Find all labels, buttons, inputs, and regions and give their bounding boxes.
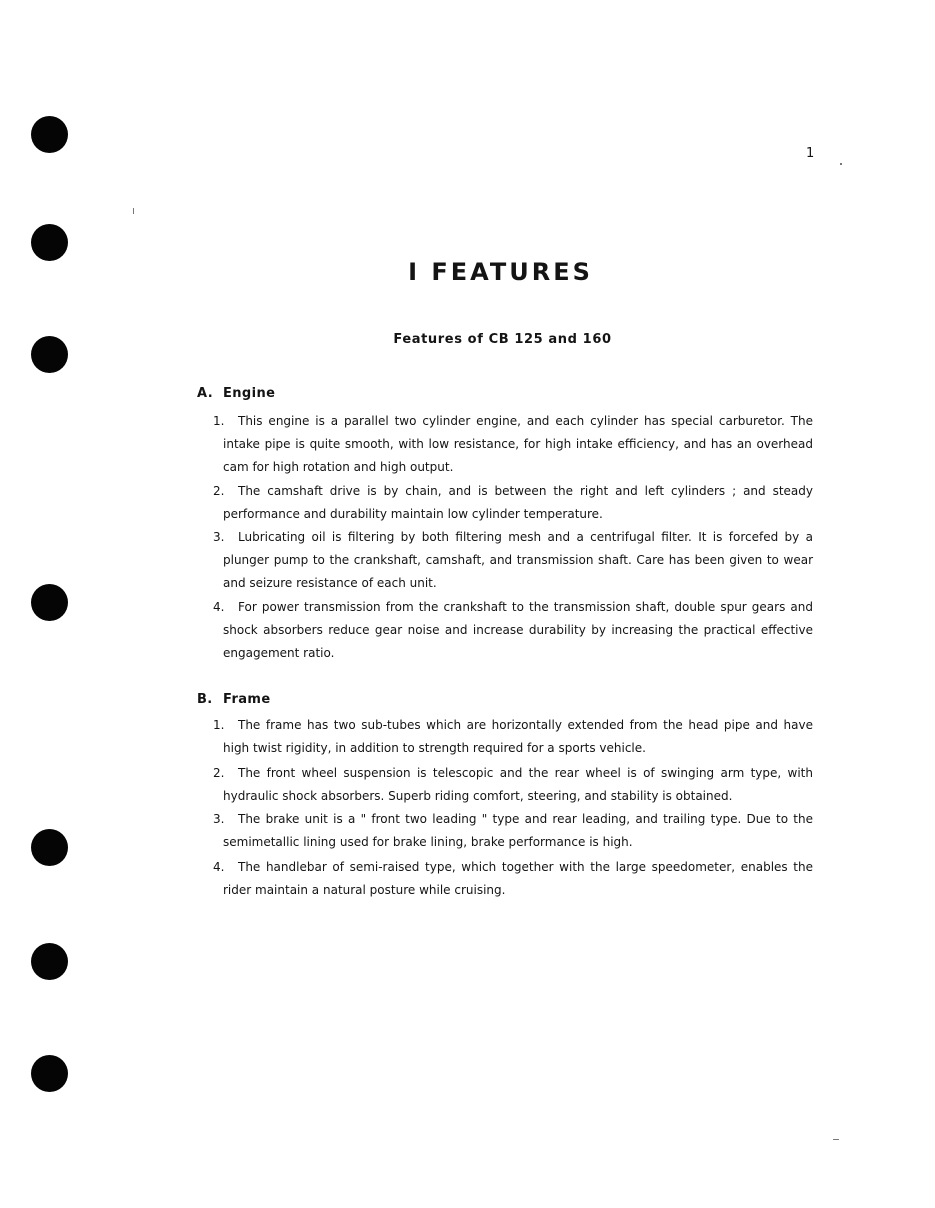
section-letter: A.: [197, 386, 214, 401]
item-number: 3.: [213, 812, 225, 826]
page-number: 1: [806, 146, 815, 161]
list-item: [213, 856, 813, 902]
list-item: [213, 596, 813, 665]
list-item: [213, 480, 813, 526]
binder-hole: [31, 829, 68, 866]
binder-hole: [31, 1055, 68, 1092]
page-title: I FEATURES: [408, 258, 593, 286]
item-number: 2.: [213, 766, 225, 780]
scan-speck: [133, 208, 134, 214]
item-number: 4.: [213, 600, 225, 614]
item-text: The camshaft drive is by chain, and is between the right and left cylinders ; and steady performance and durability maintain low cylinder temperature.: [223, 484, 813, 521]
section-title: Frame: [223, 692, 271, 707]
list-item: [213, 762, 813, 808]
item-text: The handlebar of semi-raised type, which together with the large speedometer, enables the rider maintain a natural posture while cruising.: [223, 860, 813, 897]
section-heading-frame: [197, 692, 271, 707]
section-heading-engine: [197, 386, 275, 401]
binder-hole: [31, 116, 68, 153]
list-item: [213, 714, 813, 760]
list-item: [213, 808, 813, 854]
item-number: 1.: [213, 718, 225, 732]
list-item: [213, 410, 813, 479]
page-subtitle: Features of CB 125 and 160: [393, 332, 612, 347]
item-text: The brake unit is a " front two leading " type and rear leading, and trailing type. Due to the semimetallic lining used for brake lining, brake performance is high.: [223, 812, 813, 849]
item-text: The front wheel suspension is telescopic and the rear wheel is of swinging arm type, with hydraulic shock absorbers. Superb riding comfort, steering, and stability is obtained.: [223, 766, 813, 803]
scan-speck: [840, 163, 842, 165]
item-text: For power transmission from the crankshaft to the transmission shaft, double spur gears and shock absorbers reduce gear noise and increase durability by increasing the practical effective engagement ratio.: [223, 600, 813, 660]
section-title: Engine: [223, 386, 276, 401]
item-text: Lubricating oil is filtering by both filtering mesh and a centrifugal filter. It is forcefed by a plunger pump to the crankshaft, camshaft, and transmission shaft. Care has been given to wear and seizure resistance of each unit.: [223, 530, 813, 590]
item-number: 1.: [213, 414, 225, 428]
item-text: This engine is a parallel two cylinder engine, and each cylinder has special carburetor. The intake pipe is quite smooth, with low resistance, for high intake efficiency, and has an overhead cam for high rotation and high output.: [223, 414, 813, 474]
list-item: [213, 526, 813, 595]
item-number: 4.: [213, 860, 225, 874]
item-number: 3.: [213, 530, 225, 544]
binder-hole: [31, 224, 68, 261]
scan-speck: [833, 1139, 839, 1140]
item-text: The frame has two sub-tubes which are horizontally extended from the head pipe and have high twist rigidity, in addition to strength required for a sports vehicle.: [223, 718, 813, 755]
binder-hole: [31, 584, 68, 621]
item-number: 2.: [213, 484, 225, 498]
binder-hole: [31, 943, 68, 980]
section-letter: B.: [197, 692, 213, 707]
